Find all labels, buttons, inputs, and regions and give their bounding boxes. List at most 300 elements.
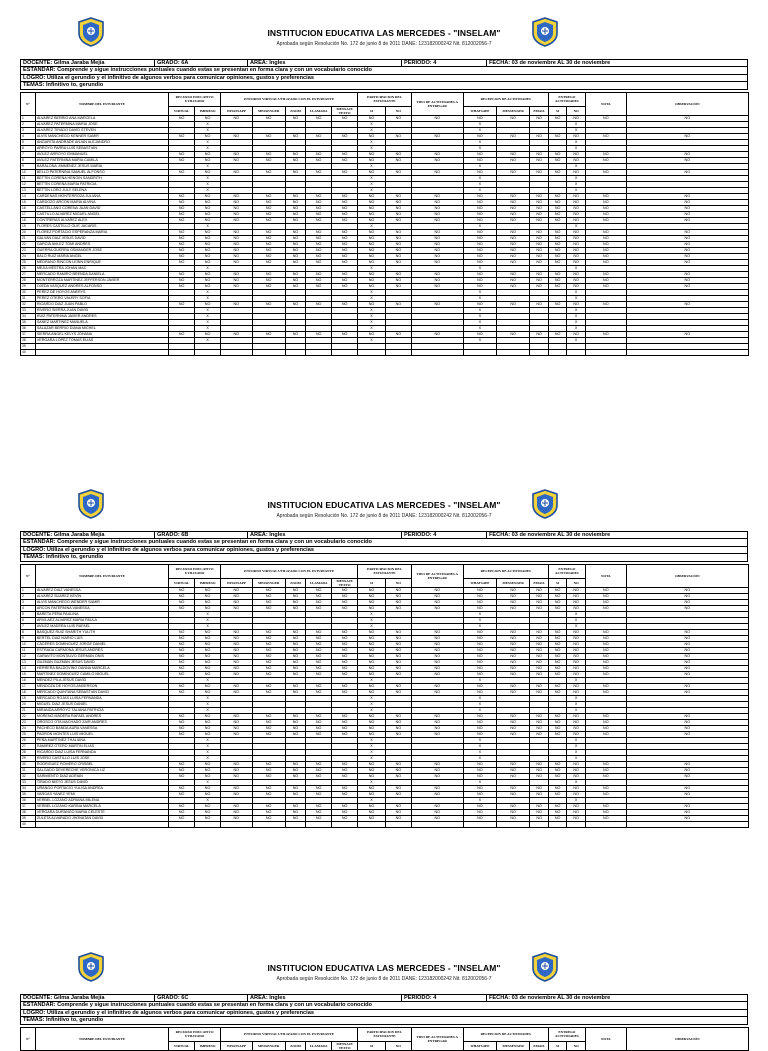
mark-cell: NO [169,773,195,779]
mark-cell: NO [221,169,252,175]
mark-cell: X [567,749,586,755]
mark-cell: NO [497,133,530,139]
row-number: 33 [21,307,36,313]
mark-cell: NO [548,653,567,659]
mark-cell: NO [306,229,332,235]
row-number: 16 [21,677,36,683]
mark-cell: X [567,797,586,803]
col-nota: NOTA [585,1027,626,1050]
student-name: BASQUEZ RUIZ SHARITH YULITH [35,629,168,635]
mark-cell: NO [626,157,748,163]
mark-cell: NO [530,785,549,791]
mark-cell: NO [169,151,195,157]
mark-cell: NO [285,683,305,689]
mark-cell: X [463,313,496,319]
mark-cell: NO [497,157,530,163]
mark-cell: NO [411,235,463,241]
mark-cell: NO [497,169,530,175]
mark-cell: NO [463,731,496,737]
student-name: ARCON PATERNINA VANESSA [35,605,168,611]
mark-cell: NO [567,283,586,289]
mark-cell: NO [285,629,305,635]
mark-cell: NO [285,235,305,241]
mark-cell: NO [530,665,549,671]
col-llamada: LLAMADA [306,578,332,587]
mark-cell: NO [497,211,530,217]
mark-cell: NO [626,241,748,247]
docente-cell: DOCENTE: Gilma Jaraba Mejía [21,60,155,67]
mark-cell: NO [332,241,358,247]
row-number: 2 [21,121,36,127]
student-name: RICARDO DIAZ JUAN PABLO [35,301,168,307]
mark-cell: NO [411,253,463,259]
mark-cell [252,821,285,827]
mark-cell: NO [195,725,221,731]
mark-cell: NO [195,671,221,677]
mark-cell: NO [221,815,252,821]
mark-cell: NO [332,719,358,725]
row-number: 18 [21,689,36,695]
mark-cell: NO [358,635,386,641]
row-number: 36 [21,325,36,331]
mark-cell: NO [332,235,358,241]
mark-cell: NO [497,689,530,695]
student-name: AVILEZ PATERNINA MARIA CAMILA [35,157,168,163]
mark-cell: X [358,127,386,133]
mark-cell: NO [463,271,496,277]
mark-cell: NO [626,587,748,593]
mark-cell: X [195,701,221,707]
mark-cell: NO [463,259,496,265]
mark-cell: NO [385,593,411,599]
mark-cell: NO [252,791,285,797]
col-no: N° [21,1027,36,1050]
mark-cell: X [358,139,386,145]
mark-cell: NO [585,665,626,671]
mark-cell: NO [221,253,252,259]
mark-cell [585,821,626,827]
mark-cell: NO [411,689,463,695]
mark-cell: NO [306,253,332,259]
mark-cell: NO [585,259,626,265]
mark-cell: NO [306,719,332,725]
mark-cell: NO [567,587,586,593]
mark-cell: NO [530,259,549,265]
mark-cell: NO [463,713,496,719]
mark-cell: NO [463,689,496,695]
row-number: 25 [21,259,36,265]
mark-cell: NO [463,217,496,223]
mark-cell: NO [411,659,463,665]
student-name: CACERES DOMINGUEZ JORGE DANIEL [35,641,168,647]
mark-cell: NO [530,211,549,217]
student-name: PACHECO BANDA AURA VANESSA [35,725,168,731]
mark-cell: NO [411,229,463,235]
mark-cell: NO [169,593,195,599]
col-entorno: ENTORNO VIRTUAL UTILIZADO CON EL ESTUDIANTE [221,92,358,106]
mark-cell: X [358,617,386,623]
mark-cell: NO [252,713,285,719]
row-number: 23 [21,247,36,253]
mark-cell: NO [497,593,530,599]
mark-cell: NO [626,671,748,677]
mark-cell: NO [626,683,748,689]
temas-cell: TEMAS: Infinitivo to, gerundio [21,1017,748,1024]
mark-cell: NO [358,169,386,175]
mark-cell: NO [463,283,496,289]
student-name: BARETA PEÑA PAULINA [35,611,168,617]
row-number: 18 [21,217,36,223]
mark-cell: NO [332,133,358,139]
mark-cell: NO [585,725,626,731]
students-table [20,92,749,356]
mark-cell: NO [252,277,285,283]
students-table [20,1027,749,1051]
mark-cell: X [195,325,221,331]
mark-cell: NO [285,115,305,121]
mark-cell: NO [548,713,567,719]
mark-cell: NO [567,241,586,247]
logro-cell: LOGRO: Utiliza el gerundio y el infinitivo de algunos verbos para comunicar opiniones, gustos y preferencias [21,1009,748,1016]
col-name: NOMBRE DEL ESTUDIANTE [35,92,168,115]
row-number: 26 [21,265,36,271]
mark-cell: NO [463,773,496,779]
row-number: 8 [21,157,36,163]
student-name: AVILEZ MADERA LUIS RAFAEL [35,623,168,629]
mark-cell: NO [585,761,626,767]
info-table [20,531,748,562]
mark-cell: X [195,223,221,229]
row-number: 37 [21,331,36,337]
mark-cell: NO [567,235,586,241]
mark-cell: NO [285,193,305,199]
mark-cell: NO [548,157,567,163]
mark-cell: NO [332,205,358,211]
mark-cell: NO [463,211,496,217]
mark-cell: X [567,743,586,749]
mark-cell: NO [306,277,332,283]
mark-cell: NO [530,169,549,175]
mark-cell: NO [411,587,463,593]
mark-cell: NO [385,605,411,611]
mark-cell: NO [497,635,530,641]
student-name: ARROYO PARRA LUIS SEBASTIAN [35,145,168,151]
mark-cell: NO [626,725,748,731]
mark-cell: NO [497,629,530,635]
attendance-sheet [20,487,748,828]
col-rec-messenger: MESSENGER [497,1041,530,1050]
mark-cell: NO [358,785,386,791]
student-name: BERTEL DIAZ MARIO LUIS [35,635,168,641]
col-nota: NOTA [585,92,626,115]
mark-cell: NO [306,157,332,163]
mark-cell: NO [567,229,586,235]
mark-cell [169,349,195,355]
mark-cell: X [195,121,221,127]
mark-cell: NO [306,259,332,265]
mark-cell: NO [252,761,285,767]
student-name: GUERRA GUERRA OSMANDER JOSE [35,247,168,253]
mark-cell: NO [358,259,386,265]
col-mensaje: MENSAJE TEXTO [332,578,358,587]
mark-cell: NO [585,671,626,677]
mark-cell: NO [358,815,386,821]
student-name: CASTILLO ALVAREZ MIGUEL ANGEL [35,211,168,217]
mark-cell: NO [548,803,567,809]
col-recepcion: RECEPCION DE ACTIVIDADES [463,564,548,578]
fecha-cell: FECHA: 03 de noviembre AL 30 de noviembre [487,60,748,67]
info-table [20,59,748,90]
mark-cell: NO [585,283,626,289]
mark-cell: NO [252,629,285,635]
mark-cell: X [463,295,496,301]
mark-cell: X [567,175,586,181]
mark-cell: NO [169,211,195,217]
mark-cell: NO [221,151,252,157]
institution-name: INSTITUCION EDUCATIVA LAS MERCEDES - "INSELAM" [267,28,501,38]
mark-cell: NO [252,593,285,599]
mark-cell: NO [385,301,411,307]
student-name: VERGARA DURANGO MARIA CELESTE [35,809,168,815]
mark-cell: NO [195,587,221,593]
mark-cell: NO [585,277,626,283]
mark-cell: X [463,319,496,325]
mark-cell: NO [306,665,332,671]
student-name: ARVILAEZ ALVAREZ MARIA PAULA [35,617,168,623]
mark-cell: NO [252,169,285,175]
mark-cell: NO [332,259,358,265]
mark-cell: NO [358,157,386,163]
mark-cell: NO [358,683,386,689]
mark-cell: NO [497,259,530,265]
mark-cell: NO [530,283,549,289]
mark-cell: NO [221,271,252,277]
mark-cell: X [358,319,386,325]
mark-cell: NO [169,115,195,121]
mark-cell: X [195,181,221,187]
student-name [35,349,168,355]
student-name: BETTIN CORENA MARIA PATRICIA [35,181,168,187]
mark-cell: X [463,677,496,683]
mark-cell: NO [626,653,748,659]
mark-cell: NO [285,725,305,731]
student-name: SALAZAR BERRIO DIANA MICHEL [35,325,168,331]
mark-cell: NO [285,217,305,223]
mark-cell: NO [385,809,411,815]
mark-cell: NO [548,277,567,283]
mark-cell: NO [221,199,252,205]
mark-cell: NO [169,659,195,665]
mark-cell: NO [358,253,386,259]
student-name: CONTRERAS ALVAREZ ALEX [35,217,168,223]
mark-cell: NO [411,169,463,175]
mark-cell: NO [195,253,221,259]
mark-cell: NO [195,683,221,689]
mark-cell: NO [252,731,285,737]
mark-cell: NO [385,683,411,689]
mark-cell: NO [306,241,332,247]
col-recurso: RECURSO EDUCATIVO UTILIZADO [169,92,221,106]
mark-cell: NO [306,593,332,599]
mark-cell: NO [411,115,463,121]
mark-cell: X [195,617,221,623]
attendance-sheet [20,15,748,356]
mark-cell: NO [285,761,305,767]
col-tipo: TIPO DE ACTIVIDADES A ENTREGAR [411,92,463,115]
mark-cell: NO [548,211,567,217]
mark-cell: NO [530,803,549,809]
mark-cell: NO [195,629,221,635]
mark-cell: NO [567,199,586,205]
mark-cell: NO [332,803,358,809]
mark-cell: NO [585,641,626,647]
mark-cell: NO [497,205,530,211]
mark-cell: X [567,695,586,701]
mark-cell: X [195,145,221,151]
mark-cell: NO [332,815,358,821]
student-name: CASTELLANO CORENA JUAN DAVID [35,205,168,211]
mark-cell: NO [252,785,285,791]
row-number: 13 [21,187,36,193]
mark-cell: NO [358,211,386,217]
student-name: SIERRA ANGEL KELYS JOHANA [35,331,168,337]
mark-cell: X [358,307,386,313]
mark-cell: NO [463,599,496,605]
mark-cell: NO [358,599,386,605]
mark-cell: NO [169,689,195,695]
mark-cell: NO [169,157,195,163]
mark-cell: NO [385,587,411,593]
student-name: MIGUEL DIAZ JESUS DANIEL [35,701,168,707]
mark-cell: NO [169,629,195,635]
mark-cell: X [463,289,496,295]
mark-cell: NO [497,815,530,821]
mark-cell: NO [332,331,358,337]
mark-cell: X [358,265,386,271]
mark-cell: NO [221,803,252,809]
mark-cell: NO [548,659,567,665]
mark-cell: NO [567,815,586,821]
mark-cell: X [358,187,386,193]
mark-cell: NO [385,211,411,217]
mark-cell [195,821,221,827]
mark-cell: NO [252,599,285,605]
col-no-entrego: NO [567,106,586,115]
student-name: PADRON MONTES LUIS MIGUEL [35,731,168,737]
mark-cell: X [567,617,586,623]
mark-cell: NO [252,665,285,671]
row-number: 15 [21,671,36,677]
mark-cell: NO [626,301,748,307]
col-tipo: TIPO DE ACTIVIDADES A ENTREGAR [411,564,463,587]
mark-cell: NO [385,277,411,283]
attendance-sheet [20,950,748,1051]
mark-cell: X [195,755,221,761]
mark-cell: NO [195,809,221,815]
mark-cell: NO [306,653,332,659]
mark-cell: NO [306,731,332,737]
mark-cell: NO [548,689,567,695]
mark-cell: NO [332,199,358,205]
mark-cell: X [463,737,496,743]
mark-cell: NO [195,331,221,337]
mark-cell: NO [463,635,496,641]
row-number: 6 [21,617,36,623]
mark-cell: NO [332,151,358,157]
mark-cell: NO [567,659,586,665]
mark-cell: NO [548,647,567,653]
mark-cell: NO [221,653,252,659]
mark-cell: NO [169,641,195,647]
mark-cell: NO [385,133,411,139]
mark-cell: NO [332,301,358,307]
row-number: 36 [21,797,36,803]
mark-cell: NO [411,803,463,809]
row-number: 14 [21,193,36,199]
col-impreso: IMPRESO [195,578,221,587]
mark-cell: NO [306,331,332,337]
row-number: 39 [21,343,36,349]
mark-cell: NO [567,641,586,647]
student-name: URANGO PORTACIO YULISA ANDREA [35,785,168,791]
mark-cell: NO [530,241,549,247]
mark-cell: NO [585,659,626,665]
mark-cell: NO [385,199,411,205]
mark-cell: NO [332,115,358,121]
mark-cell: NO [385,271,411,277]
mark-cell: X [463,779,496,785]
mark-cell: NO [548,599,567,605]
mark-cell: NO [332,653,358,659]
mark-cell: NO [221,641,252,647]
row-number: 3 [21,127,36,133]
mark-cell: NO [463,629,496,635]
mark-cell: NO [358,593,386,599]
area-cell: AREA: Ingles [248,60,402,67]
mark-cell: NO [567,671,586,677]
mark-cell: NO [332,809,358,815]
mark-cell: NO [548,587,567,593]
mark-cell: X [567,295,586,301]
mark-cell: NO [332,247,358,253]
mark-cell: NO [567,761,586,767]
mark-cell: NO [463,683,496,689]
col-name: NOMBRE DEL ESTUDIANTE [35,1027,168,1050]
mark-cell: NO [463,761,496,767]
mark-cell: X [463,163,496,169]
mark-cell: NO [463,809,496,815]
mark-cell: NO [306,785,332,791]
mark-cell: NO [585,803,626,809]
sheet-header [20,950,748,994]
mark-cell: NO [463,719,496,725]
mark-cell: NO [626,253,748,259]
mark-cell: NO [497,151,530,157]
mark-cell: NO [567,271,586,277]
mark-cell: NO [497,803,530,809]
mark-cell: NO [285,719,305,725]
mark-cell: NO [530,247,549,253]
mark-cell: X [195,139,221,145]
row-number: 13 [21,659,36,665]
mark-cell [385,349,411,355]
mark-cell: NO [358,671,386,677]
mark-cell: NO [285,809,305,815]
col-si: SI [358,1041,386,1050]
mark-cell: NO [497,247,530,253]
mark-cell: NO [285,785,305,791]
mark-cell: NO [548,725,567,731]
